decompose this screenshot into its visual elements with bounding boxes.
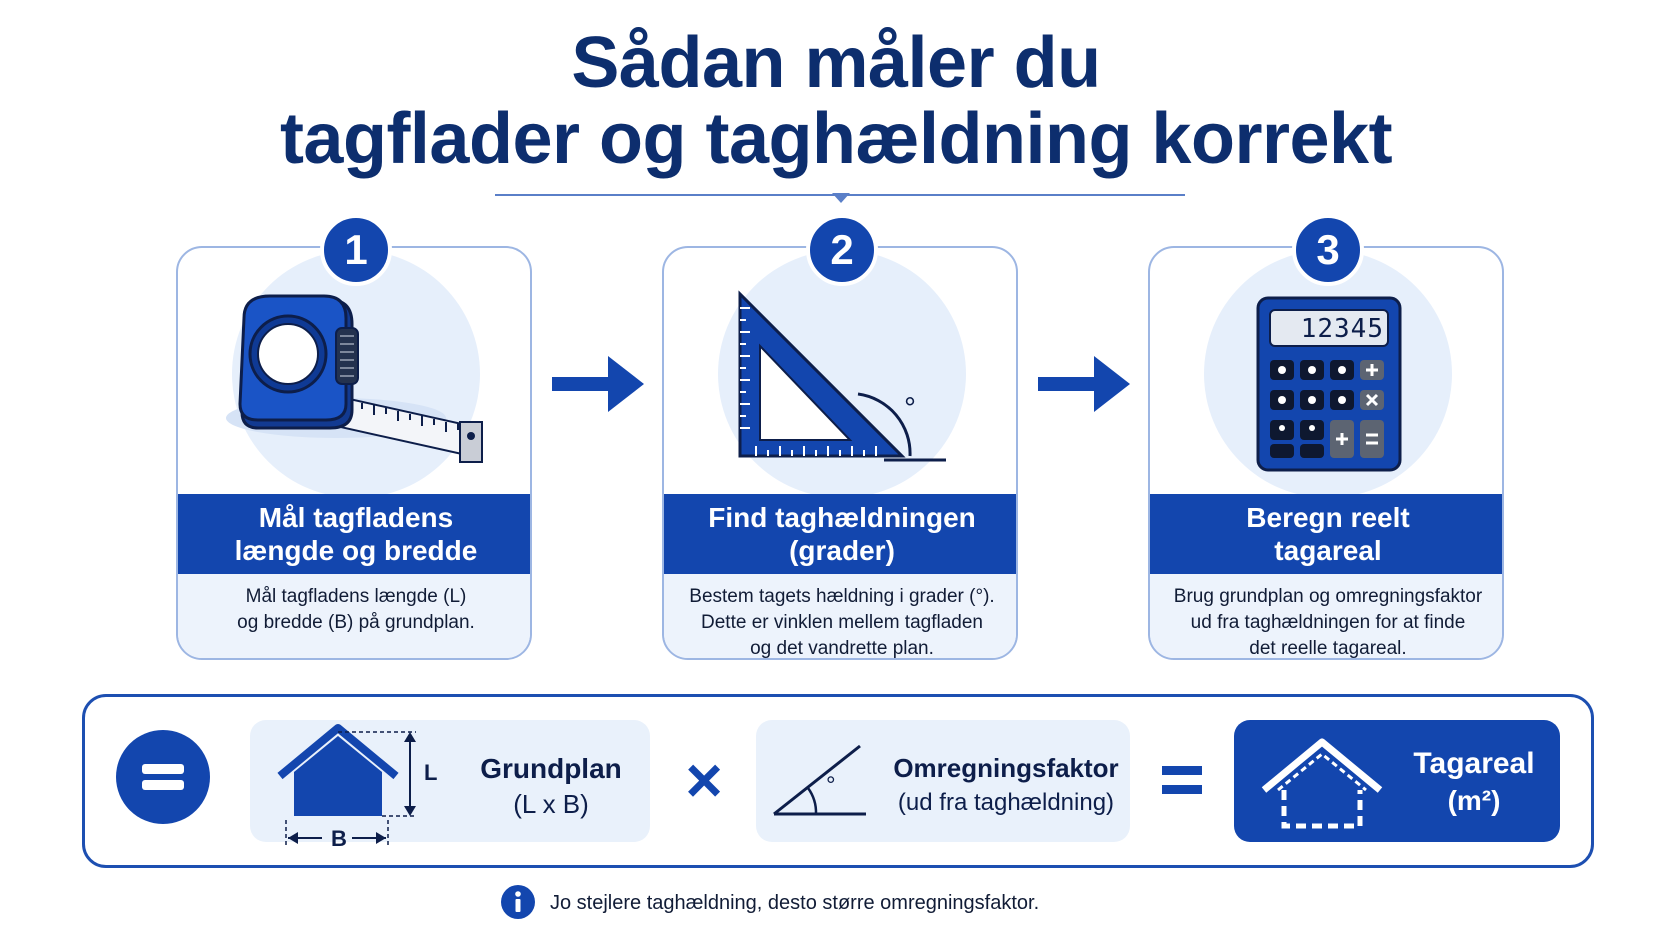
dimension-label-l: L	[424, 760, 438, 785]
angle-degree-symbol: °	[826, 772, 836, 799]
page-title-line-1: Sådan måler du	[571, 23, 1101, 103]
step-3-description: Brug grundplan og omregningsfaktor ud fra taghældningen for at finde det reelle tagareal.	[1150, 574, 1504, 660]
step-arrow-icon	[552, 356, 644, 412]
footnote-text: Jo stejlere taghældning, desto større omregningsfaktor.	[550, 892, 1040, 914]
house-dimensions-icon	[270, 724, 450, 848]
step-card-2	[662, 246, 1018, 660]
roof-angle-icon	[770, 738, 870, 830]
roof-area-icon	[1258, 732, 1388, 832]
step-1-heading: Mål tagfladens længde og bredde	[178, 494, 532, 574]
multiply-operator: ×	[685, 744, 723, 816]
step-3-heading: Beregn reelt tagareal	[1150, 494, 1504, 574]
step-2-heading: Find taghældningen (grader)	[664, 494, 1018, 574]
tape-measure-icon	[218, 288, 494, 468]
tagareal-result-box	[1234, 720, 1560, 842]
info-icon	[500, 884, 536, 920]
step-card-3	[1148, 246, 1504, 660]
title-divider-notch	[832, 193, 850, 203]
degree-symbol: °	[904, 392, 916, 425]
step-badge-2: 2	[806, 214, 878, 286]
omregningsfaktor-title: Omregningsfaktor	[893, 753, 1119, 783]
set-square-icon	[734, 288, 954, 463]
step-card-1	[176, 246, 532, 660]
step-arrow-icon	[1038, 356, 1130, 412]
step-1-description: Mål tagfladens længde (L) og bredde (B) på grundplan.	[178, 574, 532, 660]
tagareal-title: Tagareal	[1413, 747, 1535, 780]
grundplan-title: Grundplan	[480, 753, 622, 784]
omregningsfaktor-subtitle: (ud fra taghældning)	[897, 789, 1115, 816]
step-badge-1: 1	[320, 214, 392, 286]
calculator-display: 12345	[1300, 314, 1384, 344]
equals-circle-icon	[116, 730, 210, 824]
dimension-label-b: B	[331, 826, 347, 851]
step-badge-3: 3	[1292, 214, 1364, 286]
step-2-description: Bestem tagets hældning i grader (°). Dette er vinklen mellem tagfladen og det vandrette plan.	[664, 574, 1018, 660]
equals-icon	[1162, 764, 1202, 796]
grundplan-subtitle: (L x B)	[513, 789, 589, 819]
tagareal-unit: (m²)	[1447, 785, 1501, 816]
page-title-line-2: tagflader og taghældning korrekt	[279, 99, 1393, 179]
